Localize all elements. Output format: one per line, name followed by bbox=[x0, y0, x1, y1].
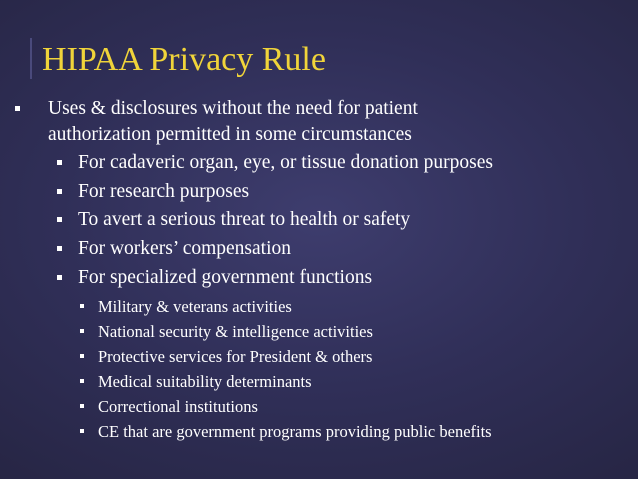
bullet-text: For specialized government functions bbox=[78, 266, 373, 288]
bullet-text: For workers’ compensation bbox=[78, 238, 292, 260]
bullet-text: For cadaveric organ, eye, or tissue donation purposes bbox=[78, 152, 493, 173]
square-bullet-icon bbox=[57, 160, 62, 165]
bullet-text: Medical suitability determinants bbox=[98, 372, 312, 392]
sub-bullet-item bbox=[0, 236, 638, 261]
square-bullet-icon bbox=[57, 246, 62, 251]
square-bullet-icon bbox=[80, 304, 84, 308]
title-accent-rule bbox=[30, 38, 32, 79]
sub-sub-bullet-item bbox=[0, 371, 638, 392]
slide-title: HIPAA Privacy Rule bbox=[42, 41, 326, 78]
bullet-item bbox=[0, 96, 638, 148]
square-bullet-icon bbox=[57, 217, 62, 222]
bullet-text: Military & veterans activities bbox=[98, 297, 292, 317]
sub-bullet-item bbox=[0, 207, 638, 232]
bullet-text: CE that are government programs providing public benefits bbox=[98, 422, 492, 442]
bullet-text: Correctional institutions bbox=[98, 397, 258, 417]
bullet-text: Protective services for President & others bbox=[98, 347, 373, 367]
bullet-text: For research purposes bbox=[78, 180, 250, 202]
sub-sub-bullet-item bbox=[0, 421, 638, 442]
square-bullet-icon bbox=[80, 429, 84, 433]
bullet-text: To avert a serious threat to health or safety bbox=[78, 209, 411, 231]
sub-bullet-item bbox=[0, 150, 638, 175]
bullet-text: National security & intelligence activities bbox=[98, 322, 373, 342]
square-bullet-icon bbox=[80, 404, 84, 408]
square-bullet-icon bbox=[57, 275, 62, 280]
sub-sub-bullet-item bbox=[0, 321, 638, 342]
square-bullet-icon bbox=[57, 189, 62, 194]
sub-bullet-item bbox=[0, 179, 638, 204]
sub-bullet-item bbox=[0, 265, 638, 290]
square-bullet-icon bbox=[80, 354, 84, 358]
sub-sub-bullet-item bbox=[0, 296, 638, 317]
bullet-text: Uses & disclosures without the need for patient bbox=[48, 98, 418, 119]
square-bullet-icon bbox=[15, 106, 20, 111]
bullet-text-continuation: authorization permitted in some circumstances bbox=[48, 124, 412, 145]
sub-sub-bullet-item bbox=[0, 346, 638, 367]
bullet-list bbox=[0, 96, 638, 442]
square-bullet-icon bbox=[80, 379, 84, 383]
square-bullet-icon bbox=[80, 329, 84, 333]
sub-sub-bullet-item bbox=[0, 396, 638, 417]
